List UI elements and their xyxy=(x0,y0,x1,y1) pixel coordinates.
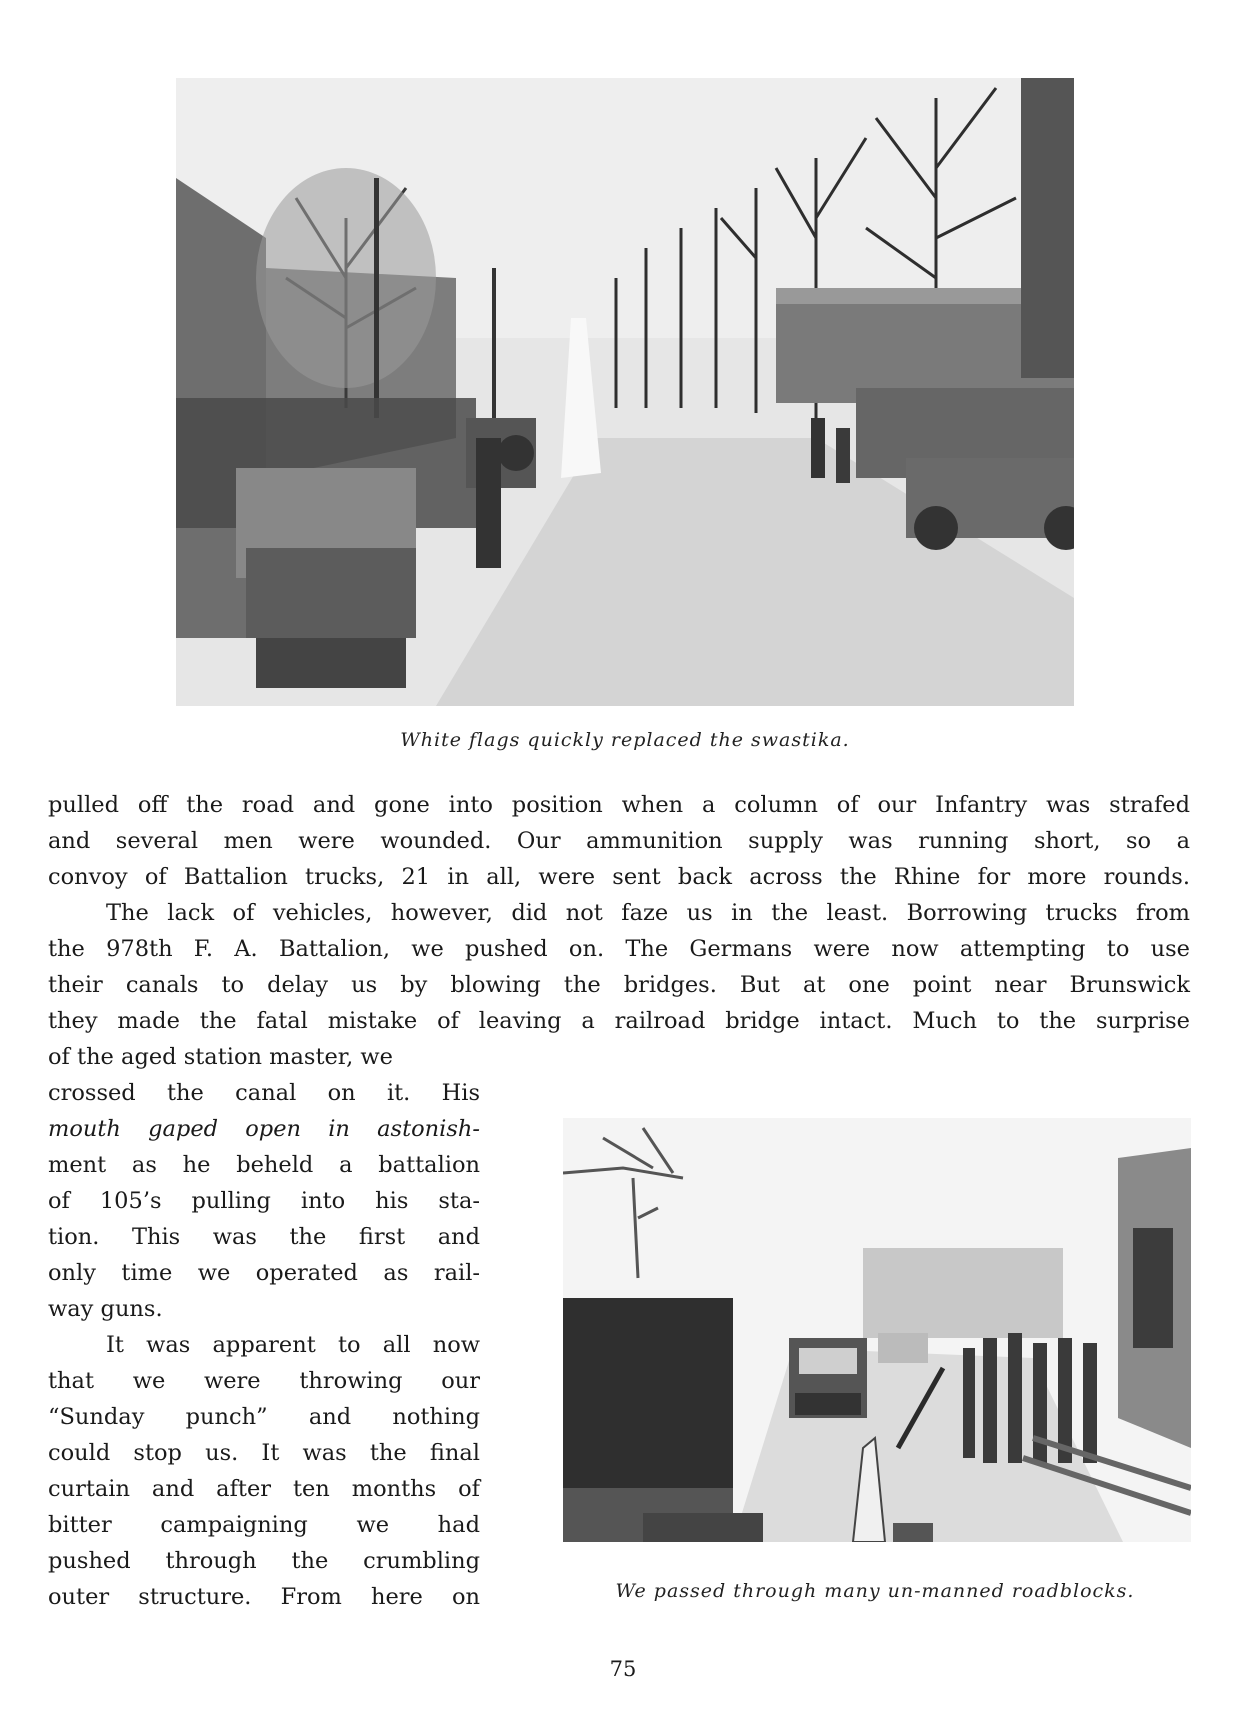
body-text-line: their canals to delay us by blowing the bridges. But at one point near Brunswick xyxy=(48,972,1190,998)
body-text-line: they made the fatal mistake of leaving a railroad bridge intact. Much to the surprise xyxy=(48,1008,1190,1034)
body-text-line: crossed the canal on it. His xyxy=(48,1080,480,1106)
body-text-line: that we were throwing our xyxy=(48,1368,480,1394)
paragraph-start-line: The lack of vehicles, however, did not faze us in the least. Borrowing trucks from xyxy=(106,900,1190,926)
paragraph-start-line: It was apparent to all now xyxy=(106,1332,480,1358)
photo-white-flags xyxy=(176,78,1074,706)
body-text-line: could stop us. It was the final xyxy=(48,1440,480,1466)
body-text-line: convoy of Battalion trucks, 21 in all, were sent back across the Rhine for more rounds. xyxy=(48,864,1190,890)
page-number: 75 xyxy=(609,1657,637,1681)
photo-roadblock-truck-image xyxy=(563,1118,1191,1542)
body-text-line: curtain and after ten months of xyxy=(48,1476,480,1502)
body-text-line: bitter campaigning we had xyxy=(48,1512,480,1538)
photo-roadblocks xyxy=(563,1118,1191,1542)
body-text-line: pushed through the crumbling xyxy=(48,1548,480,1574)
body-text-line: only time we operated as rail- xyxy=(48,1260,480,1286)
body-text-line: of 105’s pulling into his sta- xyxy=(48,1188,480,1214)
body-text-line: “Sunday punch” and nothing xyxy=(48,1404,480,1430)
body-text-line: outer structure. From here on xyxy=(48,1584,480,1610)
body-text-line: of the aged station master, we xyxy=(48,1044,393,1070)
body-text-line: and several men were wounded. Our ammunition supply was running short, so a xyxy=(48,828,1190,854)
body-text-line: pulled off the road and gone into position when a column of our Infantry was strafed xyxy=(48,792,1190,818)
figure-caption: We passed through many un-manned roadblocks. xyxy=(615,1580,1135,1602)
figure-caption: White flags quickly replaced the swastika. xyxy=(400,729,850,751)
body-text-line: way guns. xyxy=(48,1296,163,1322)
body-text-line: mouth gaped open in astonish- xyxy=(48,1116,480,1142)
body-text-line: ment as he beheld a battalion xyxy=(48,1152,480,1178)
body-text-line: the 978th F. A. Battalion, we pushed on. The Germans were now attempting to use xyxy=(48,936,1190,962)
body-text-line: tion. This was the first and xyxy=(48,1224,480,1250)
photo-village-street-image xyxy=(176,78,1074,706)
